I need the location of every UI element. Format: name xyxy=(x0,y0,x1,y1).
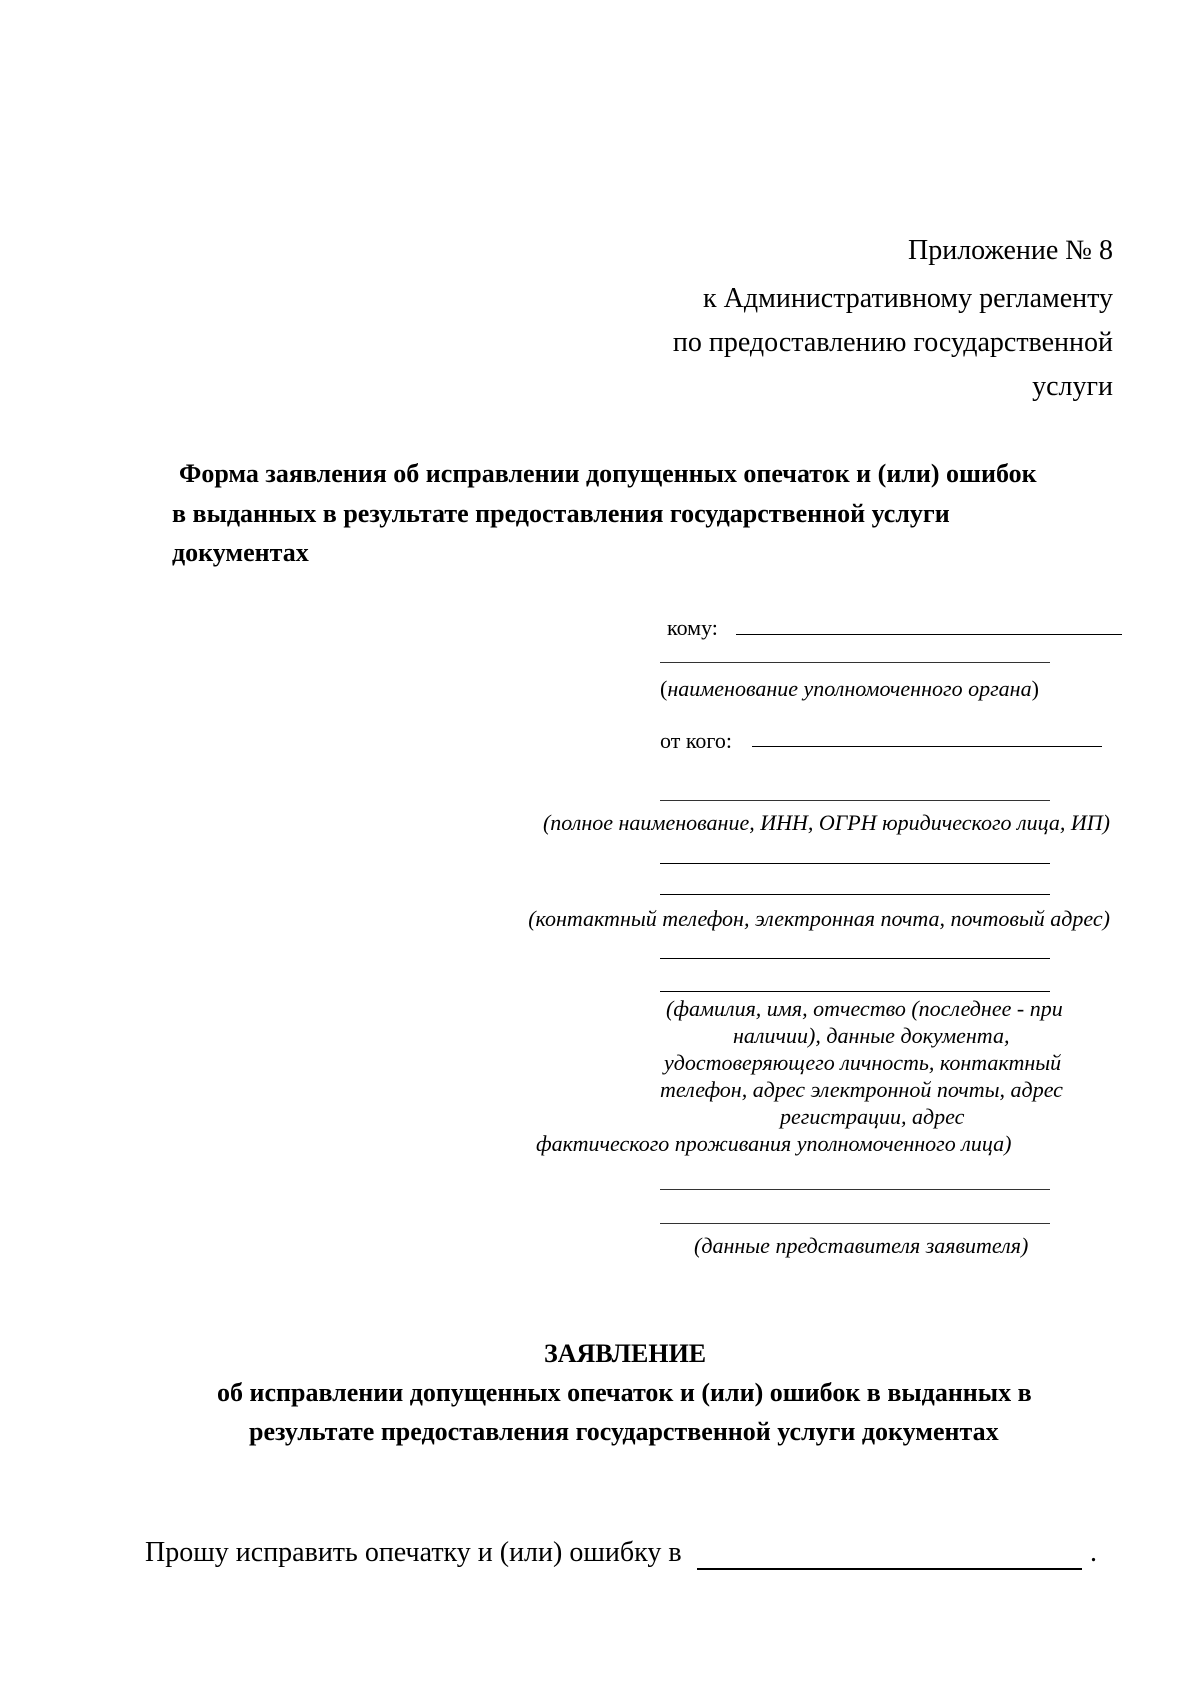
person-caption-line-2: наличии), данные документа, xyxy=(733,1023,1010,1048)
from-field-line[interactable] xyxy=(752,746,1102,747)
to-label: кому: xyxy=(667,615,718,640)
representative-caption: (данные представителя заявителя) xyxy=(694,1233,1029,1258)
from-label: от кого: xyxy=(660,728,732,753)
request-end-mark: . xyxy=(1090,1537,1097,1568)
person-line-2[interactable] xyxy=(660,991,1050,992)
authority-name-line[interactable] xyxy=(660,662,1050,663)
request-text: Прошу исправить опечатку и (или) ошибку в xyxy=(145,1537,682,1568)
statement-heading: ЗАЯВЛЕНИЕ xyxy=(544,1339,707,1368)
appendix-reference-line-2: по предоставлению государственной xyxy=(672,327,1113,358)
contacts-line-1[interactable] xyxy=(660,863,1050,864)
representative-line-2[interactable] xyxy=(660,1223,1050,1224)
person-caption-line-3: удостоверяющего личность, контактный xyxy=(664,1050,1062,1075)
legal-entity-line[interactable] xyxy=(660,800,1050,801)
appendix-reference-line-3: услуги xyxy=(1032,371,1113,402)
statement-subheading-line-1: об исправлении допущенных опечаток и (или) ошибок в выданных в xyxy=(217,1378,1032,1407)
appendix-number: Приложение № 8 xyxy=(908,235,1113,266)
form-title-line-1: Форма заявления об исправлении допущенных опечаток и (или) ошибок xyxy=(179,459,1037,488)
person-caption-line-4: телефон, адрес электронной почты, адрес xyxy=(660,1077,1063,1102)
appendix-reference-line-1: к Административному регламенту xyxy=(703,283,1113,314)
representative-line-1[interactable] xyxy=(660,1189,1050,1190)
request-document-field[interactable] xyxy=(697,1568,1082,1570)
person-caption-line-1: (фамилия, имя, отчество (последнее - при xyxy=(666,996,1063,1021)
legal-entity-caption: (полное наименование, ИНН, ОГРН юридического лица, ИП) xyxy=(542,810,1110,835)
authority-caption: (наименование уполномоченного органа) xyxy=(660,676,1039,701)
to-field-line[interactable] xyxy=(736,634,1122,635)
contacts-caption: (контактный телефон, электронная почта, почтовый адрес) xyxy=(528,906,1110,931)
contacts-line-2[interactable] xyxy=(660,894,1050,895)
person-line-1[interactable] xyxy=(660,958,1050,959)
statement-subheading-line-2: результате предоставления государственной услуги документах xyxy=(249,1417,999,1446)
person-caption-line-6: фактического проживания уполномоченного лица) xyxy=(536,1131,1012,1156)
form-title-line-3: документах xyxy=(172,538,309,567)
authority-caption-text: наименование уполномоченного органа xyxy=(667,676,1032,701)
person-caption-line-5: регистрации, адрес xyxy=(780,1104,965,1129)
form-title-line-2: в выданных в результате предоставления государственной услуги xyxy=(172,499,950,528)
